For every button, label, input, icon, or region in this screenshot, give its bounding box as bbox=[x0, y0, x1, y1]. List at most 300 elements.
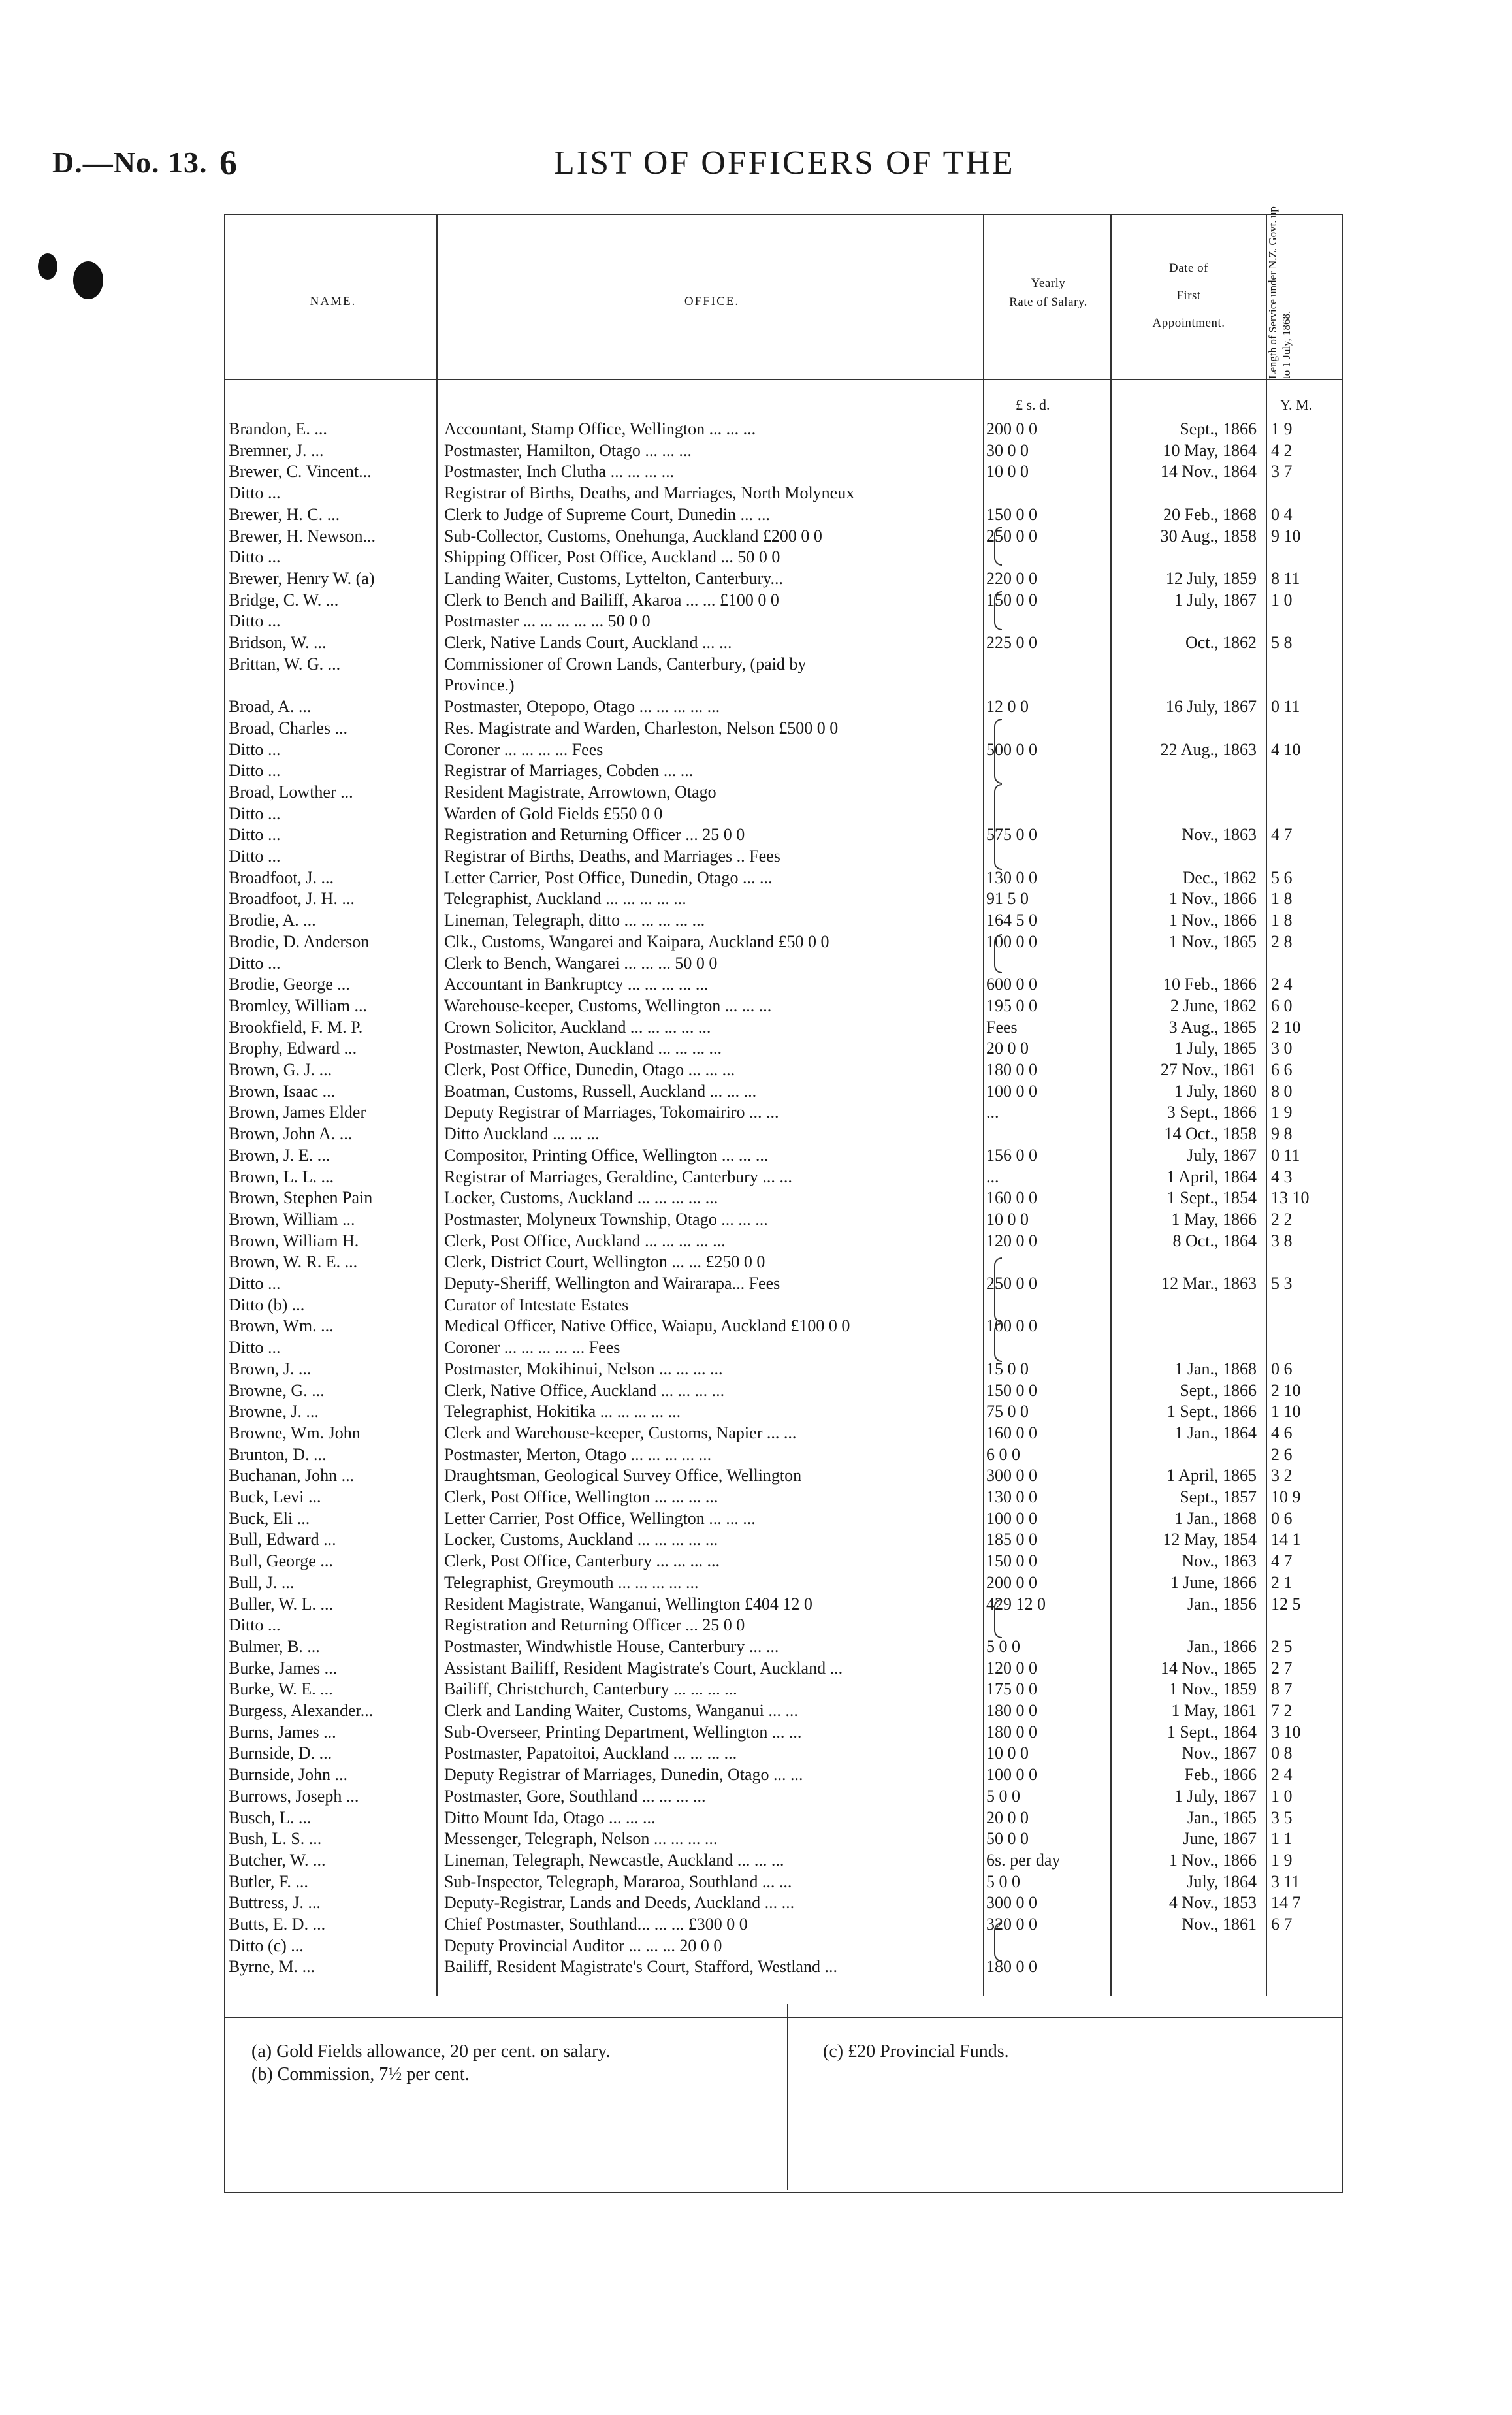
appointment-date: 12 July, 1859 bbox=[1165, 568, 1257, 588]
officer-name: Bridge, C. W. ... bbox=[229, 590, 339, 609]
salary-cell: 320 0 0 bbox=[986, 1915, 1037, 1934]
salary-cell: 100 0 0 bbox=[986, 932, 1037, 951]
length-of-service: 1 10 bbox=[1271, 1402, 1301, 1421]
appointment-date: 1 April, 1865 bbox=[1166, 1466, 1257, 1485]
column-header-salary: Yearly Rate of Salary. bbox=[1009, 276, 1087, 309]
appointment-date: Nov., 1863 bbox=[1182, 1551, 1257, 1571]
officer-name: Broad, A. ... bbox=[229, 697, 312, 717]
office-title: Clerk, Post Office, Dunedin, Otago ... ... ... bbox=[444, 1060, 735, 1079]
office-title: Locker, Customs, Auckland ... ... ... ... ... bbox=[444, 1188, 718, 1208]
appointment-date: Jan., 1866 bbox=[1187, 1636, 1257, 1656]
officer-name: Ditto ... bbox=[229, 847, 281, 866]
footnotes-box bbox=[224, 1996, 1343, 2193]
salary-cell: 50 0 0 bbox=[986, 1829, 1029, 1849]
salary-cell: 195 0 0 bbox=[986, 996, 1037, 1015]
office-title: Clerk and Landing Waiter, Customs, Wanganui ... ... bbox=[444, 1701, 798, 1720]
office-title: Resident Magistrate, Arrowtown, Otago bbox=[444, 782, 716, 802]
officer-name: Brown, John A. ... bbox=[229, 1124, 353, 1144]
appointment-date: June, 1867 bbox=[1183, 1829, 1257, 1849]
salary-cell: 6 0 0 bbox=[986, 1444, 1020, 1464]
length-of-service: 2 10 bbox=[1271, 1017, 1301, 1037]
appointment-date: 1 July, 1867 bbox=[1174, 1786, 1257, 1806]
length-of-service: 1 1 bbox=[1271, 1829, 1293, 1849]
salary-cell: 575 0 0 bbox=[986, 825, 1037, 845]
appointment-date: Sept., 1857 bbox=[1180, 1487, 1257, 1506]
officer-name: Bromley, William ... bbox=[229, 996, 367, 1015]
office-title: Postmaster, Newton, Auckland ... ... ... ... bbox=[444, 1039, 722, 1058]
office-title: Clerk, District Court, Wellington ... ... £250 0 0 bbox=[444, 1252, 765, 1272]
footnotes-divider bbox=[787, 2004, 788, 2190]
officer-name: Brittan, W. G. ... bbox=[229, 654, 341, 673]
appointment-date: 1 Jan., 1868 bbox=[1174, 1508, 1257, 1528]
office-title: Clerk, Native Lands Court, Auckland ... ... bbox=[444, 633, 732, 652]
salary-cell: 100 0 0 bbox=[986, 1081, 1037, 1101]
appointment-date: 1 Jan., 1868 bbox=[1174, 1359, 1257, 1378]
salary-cell: 130 0 0 bbox=[986, 1487, 1037, 1506]
appointment-date: 8 Oct., 1864 bbox=[1172, 1231, 1257, 1250]
length-of-service: 5 6 bbox=[1271, 867, 1293, 887]
length-of-service: 0 11 bbox=[1271, 1145, 1300, 1165]
salary-cell: 15 0 0 bbox=[986, 1359, 1029, 1378]
salary-cell: 300 0 0 bbox=[986, 1466, 1037, 1485]
length-of-service: 6 7 bbox=[1271, 1915, 1293, 1934]
appointment-date: 1 Sept., 1866 bbox=[1166, 1402, 1257, 1421]
officer-name: Bush, L. S. ... bbox=[229, 1829, 322, 1849]
length-of-service: 2 7 bbox=[1271, 1658, 1293, 1678]
salary-cell: ... bbox=[986, 1103, 999, 1122]
salary-cell: 180 0 0 bbox=[986, 1957, 1037, 1977]
officer-name: Brewer, H. Newson... bbox=[229, 526, 376, 545]
office-title: Coroner ... ... ... ... Fees bbox=[444, 739, 603, 759]
office-title: Deputy Registrar of Marriages, Tokomairiro ... ... bbox=[444, 1103, 779, 1122]
appointment-date: Oct., 1862 bbox=[1185, 633, 1257, 652]
salary-cell: 156 0 0 bbox=[986, 1145, 1037, 1165]
officer-name: Ditto ... bbox=[229, 483, 281, 503]
appointment-date: 2 June, 1862 bbox=[1170, 996, 1257, 1015]
office-title: Clerk to Bench, Wangarei ... ... ... 50 0 0 bbox=[444, 953, 718, 973]
column-divider bbox=[1110, 214, 1112, 1996]
grouping-brace bbox=[994, 1257, 1002, 1323]
officer-name: Ditto ... bbox=[229, 1338, 281, 1357]
officer-name: Buller, W. L. ... bbox=[229, 1594, 334, 1613]
office-title: Shipping Officer, Post Office, Auckland ... 50 0 0 bbox=[444, 547, 780, 567]
length-of-service: 6 6 bbox=[1271, 1060, 1293, 1079]
length-of-service: 9 10 bbox=[1271, 526, 1301, 545]
salary-cell: 100 0 0 bbox=[986, 1316, 1037, 1336]
officer-name: Burgess, Alexander... bbox=[229, 1701, 374, 1720]
appointment-date: 1 Sept., 1864 bbox=[1166, 1722, 1257, 1742]
office-title: Clerk and Warehouse-keeper, Customs, Napier ... ... bbox=[444, 1423, 797, 1442]
column-header-date: Date of First Appointment. bbox=[1152, 261, 1225, 330]
office-title: Clk., Customs, Wangarei and Kaipara, Auckland £50 0 0 bbox=[444, 932, 829, 951]
officer-name: Burns, James ... bbox=[229, 1722, 336, 1742]
office-title: Registrar of Marriages, Geraldine, Canterbury ... ... bbox=[444, 1167, 792, 1186]
appointment-date: 22 Aug., 1863 bbox=[1160, 739, 1257, 759]
length-of-service: 7 2 bbox=[1271, 1701, 1293, 1720]
officer-name: Broadfoot, J. H. ... bbox=[229, 889, 355, 909]
officer-name: Brown, William ... bbox=[229, 1209, 355, 1229]
length-of-service: 0 6 bbox=[1271, 1359, 1293, 1378]
appointment-date: 12 May, 1854 bbox=[1163, 1530, 1257, 1549]
appointment-date: Nov., 1863 bbox=[1182, 825, 1257, 845]
length-of-service: 3 11 bbox=[1271, 1872, 1300, 1891]
length-of-service: 4 10 bbox=[1271, 739, 1301, 759]
officer-name: Ditto ... bbox=[229, 1615, 281, 1635]
salary-cell: ... bbox=[986, 1167, 999, 1186]
salary-cell: 5 0 0 bbox=[986, 1636, 1020, 1656]
length-of-service: 14 7 bbox=[1271, 1893, 1301, 1913]
appointment-date: 16 July, 1867 bbox=[1165, 697, 1257, 717]
officer-name: Byrne, M. ... bbox=[229, 1957, 315, 1977]
office-title: Postmaster, Otepopo, Otago ... ... ... ... ... bbox=[444, 697, 720, 717]
salary-cell: 120 0 0 bbox=[986, 1658, 1037, 1678]
appointment-date: 1 Jan., 1864 bbox=[1174, 1423, 1257, 1442]
office-title: Deputy Provincial Auditor ... ... ... 20 0 0 bbox=[444, 1936, 722, 1955]
officer-name: Brown, J. ... bbox=[229, 1359, 312, 1378]
column-header-name: NAME. bbox=[310, 295, 357, 308]
officer-name: Brown, L. L. ... bbox=[229, 1167, 334, 1186]
appointment-date: Feb., 1866 bbox=[1184, 1765, 1257, 1785]
appointment-date: Jan., 1856 bbox=[1187, 1594, 1257, 1613]
officer-name: Ditto ... bbox=[229, 739, 281, 759]
grouping-brace bbox=[994, 1323, 1002, 1362]
officer-name: Brown, Wm. ... bbox=[229, 1316, 334, 1336]
appointment-date: Jan., 1865 bbox=[1187, 1807, 1257, 1827]
officer-name: Butts, E. D. ... bbox=[229, 1915, 326, 1934]
column-divider bbox=[983, 214, 984, 1996]
office-title: Clerk, Native Office, Auckland ... ... ... ... bbox=[444, 1380, 725, 1400]
officer-name: Butler, F. ... bbox=[229, 1872, 308, 1891]
salary-cell: 100 0 0 bbox=[986, 1765, 1037, 1785]
office-title: Registration and Returning Officer ... 25 0 0 bbox=[444, 825, 745, 845]
office-title: Sub-Inspector, Telegraph, Mararoa, Southland ... ... bbox=[444, 1872, 792, 1891]
page-number: 6 bbox=[219, 143, 237, 182]
appointment-date: 30 Aug., 1858 bbox=[1160, 526, 1257, 545]
grouping-brace bbox=[994, 719, 1002, 784]
office-title: Accountant, Stamp Office, Wellington ... ... ... bbox=[444, 419, 756, 438]
salary-cell: 225 0 0 bbox=[986, 633, 1037, 652]
officer-name: Brookfield, F. M. P. bbox=[229, 1017, 363, 1037]
officer-name: Brewer, C. Vincent... bbox=[229, 462, 372, 481]
length-of-service: 3 10 bbox=[1271, 1722, 1301, 1742]
officer-name: Browne, G. ... bbox=[229, 1380, 325, 1400]
office-title: Resident Magistrate, Wanganui, Wellington £404 12 0 bbox=[444, 1594, 812, 1613]
appointment-date: 3 Aug., 1865 bbox=[1168, 1017, 1257, 1037]
footnote-c: (c) £20 Provincial Funds. bbox=[823, 2041, 1009, 2062]
officer-name: Ditto (c) ... bbox=[229, 1936, 304, 1955]
officer-name: Burnside, John ... bbox=[229, 1765, 347, 1785]
office-title: Clerk, Post Office, Wellington ... ... ... ... bbox=[444, 1487, 718, 1506]
column-header-office: OFFICE. bbox=[684, 295, 740, 308]
length-of-service: 1 9 bbox=[1271, 1850, 1293, 1870]
appointment-date: 1 June, 1866 bbox=[1170, 1572, 1257, 1592]
salary-cell: 185 0 0 bbox=[986, 1530, 1037, 1549]
office-title: Clerk, Post Office, Auckland ... ... ... ... ... bbox=[444, 1231, 726, 1250]
officer-name: Browne, Wm. John bbox=[229, 1423, 361, 1442]
salary-cell: 600 0 0 bbox=[986, 975, 1037, 994]
appointment-date: 1 Nov., 1866 bbox=[1168, 911, 1257, 930]
length-of-service: 1 0 bbox=[1271, 590, 1293, 609]
officer-name: Bulmer, B. ... bbox=[229, 1636, 320, 1656]
appointment-date: Sept., 1866 bbox=[1180, 419, 1257, 438]
length-of-service: 3 0 bbox=[1271, 1039, 1293, 1058]
salary-cell: 5 0 0 bbox=[986, 1872, 1020, 1891]
office-title: Telegraphist, Greymouth ... ... ... ... ... bbox=[444, 1572, 699, 1592]
officer-name: Bull, George ... bbox=[229, 1551, 333, 1571]
appointment-date: 27 Nov., 1861 bbox=[1160, 1060, 1257, 1079]
office-title: Telegraphist, Auckland ... ... ... ... ... bbox=[444, 889, 686, 909]
office-title: Sub-Collector, Customs, Onehunga, Auckland £200 0 0 bbox=[444, 526, 822, 545]
salary-cell: 250 0 0 bbox=[986, 1274, 1037, 1293]
officer-name: Burrows, Joseph ... bbox=[229, 1786, 359, 1806]
length-of-service: 5 3 bbox=[1271, 1274, 1293, 1293]
length-of-service: 2 8 bbox=[1271, 932, 1293, 951]
office-title: Postmaster, Merton, Otago ... ... ... ... ... bbox=[444, 1444, 712, 1464]
footnote-b: (b) Commission, 7½ per cent. bbox=[251, 2064, 470, 2084]
office-title: Sub-Overseer, Printing Department, Wellington ... ... bbox=[444, 1722, 802, 1742]
length-of-service: 0 4 bbox=[1271, 504, 1293, 524]
appointment-date: 12 Mar., 1863 bbox=[1161, 1274, 1257, 1293]
office-title: Messenger, Telegraph, Nelson ... ... ... ... bbox=[444, 1829, 718, 1849]
salary-cell: 5 0 0 bbox=[986, 1786, 1020, 1806]
salary-cell: 91 5 0 bbox=[986, 889, 1029, 909]
office-title: Warden of Gold Fields £550 0 0 bbox=[444, 803, 663, 823]
office-title: Chief Postmaster, Southland... ... ... £300 0 0 bbox=[444, 1915, 748, 1934]
footnotes-rule bbox=[224, 2017, 1342, 2018]
column-divider bbox=[436, 214, 438, 1996]
salary-cell: 500 0 0 bbox=[986, 739, 1037, 759]
officer-name: Buttress, J. ... bbox=[229, 1893, 321, 1913]
salary-cell: 180 0 0 bbox=[986, 1060, 1037, 1079]
officer-name: Burke, W. E. ... bbox=[229, 1679, 333, 1699]
length-of-service: 4 6 bbox=[1271, 1423, 1293, 1442]
officer-name: Brewer, H. C. ... bbox=[229, 504, 340, 524]
office-title: Clerk, Post Office, Canterbury ... ... ... ... bbox=[444, 1551, 720, 1571]
office-title: Deputy-Registrar, Lands and Deeds, Auckland ... ... bbox=[444, 1893, 795, 1913]
length-of-service: 14 1 bbox=[1271, 1530, 1301, 1549]
office-title: Postmaster, Gore, Southland ... ... ... ... bbox=[444, 1786, 706, 1806]
officer-name: Browne, J. ... bbox=[229, 1402, 319, 1421]
salary-cell: 160 0 0 bbox=[986, 1188, 1037, 1208]
appointment-date: 1 Sept., 1854 bbox=[1166, 1188, 1257, 1208]
column-header-service: Length of Service under N.Z. Govt. up to 1 July, 1868. bbox=[1266, 206, 1293, 379]
length-of-service: 2 6 bbox=[1271, 1444, 1293, 1464]
appointment-date: 1 July, 1860 bbox=[1174, 1081, 1257, 1101]
office-title: Compositor, Printing Office, Wellington ... ... ... bbox=[444, 1145, 769, 1165]
office-title: Registrar of Births, Deaths, and Marriages, North Molyneux bbox=[444, 483, 855, 503]
officer-name: Bremner, J. ... bbox=[229, 440, 324, 460]
length-of-service: 0 6 bbox=[1271, 1508, 1293, 1528]
salary-cell: 150 0 0 bbox=[986, 1380, 1037, 1400]
office-title: Registrar of Marriages, Cobden ... ... bbox=[444, 761, 694, 781]
length-of-service: 6 0 bbox=[1271, 996, 1293, 1015]
ink-blot bbox=[38, 253, 57, 280]
grouping-brace bbox=[994, 784, 1002, 870]
length-of-service: 8 0 bbox=[1271, 1081, 1293, 1101]
officer-name: Ditto (b) ... bbox=[229, 1295, 305, 1314]
appointment-date: Dec., 1862 bbox=[1182, 867, 1257, 887]
salary-cell: 220 0 0 bbox=[986, 568, 1037, 588]
officer-name: Brodie, George ... bbox=[229, 975, 350, 994]
appointment-date: July, 1867 bbox=[1187, 1145, 1257, 1165]
officer-name: Buck, Levi ... bbox=[229, 1487, 321, 1506]
appointment-date: 14 Nov., 1864 bbox=[1160, 462, 1257, 481]
office-title: Deputy Registrar of Marriages, Dunedin, Otago ... ... bbox=[444, 1765, 803, 1785]
officer-name: Ditto ... bbox=[229, 761, 281, 781]
office-title: Assistant Bailiff, Resident Magistrate's Court, Auckland ... bbox=[444, 1658, 843, 1678]
office-title: Letter Carrier, Post Office, Wellington ... ... ... bbox=[444, 1508, 756, 1528]
length-of-service: 2 10 bbox=[1271, 1380, 1301, 1400]
appointment-date: 1 May, 1861 bbox=[1171, 1701, 1257, 1720]
officer-name: Burnside, D. ... bbox=[229, 1743, 332, 1763]
officer-name: Brown, James Elder bbox=[229, 1103, 366, 1122]
length-of-service: 2 5 bbox=[1271, 1636, 1293, 1656]
length-of-service: 0 8 bbox=[1271, 1743, 1293, 1763]
office-title: Landing Waiter, Customs, Lyttelton, Canterbury... bbox=[444, 568, 783, 588]
office-title: Accountant in Bankruptcy ... ... ... ... ... bbox=[444, 975, 709, 994]
length-of-service: 1 0 bbox=[1271, 1786, 1293, 1806]
length-of-service: 8 11 bbox=[1271, 568, 1300, 588]
office-title: Warehouse-keeper, Customs, Wellington ... ... ... bbox=[444, 996, 772, 1015]
table-top-rule bbox=[224, 214, 1342, 215]
office-title: Telegraphist, Hokitika ... ... ... ... ... bbox=[444, 1402, 681, 1421]
appointment-date: Sept., 1866 bbox=[1180, 1380, 1257, 1400]
officer-name: Brophy, Edward ... bbox=[229, 1039, 357, 1058]
salary-cell: 12 0 0 bbox=[986, 697, 1029, 717]
office-title: Coroner ... ... ... ... ... Fees bbox=[444, 1338, 620, 1357]
appointment-date: 14 Nov., 1865 bbox=[1160, 1658, 1257, 1678]
appointment-date: Nov., 1867 bbox=[1182, 1743, 1257, 1763]
salary-cell: 100 0 0 bbox=[986, 1508, 1037, 1528]
service-units: Y. M. bbox=[1280, 397, 1313, 413]
length-of-service: 4 7 bbox=[1271, 1551, 1293, 1571]
length-of-service: 3 7 bbox=[1271, 462, 1293, 481]
length-of-service: 4 2 bbox=[1271, 440, 1293, 460]
length-of-service: 13 10 bbox=[1271, 1188, 1310, 1208]
salary-cell: 150 0 0 bbox=[986, 590, 1037, 609]
officer-name: Brown, G. J. ... bbox=[229, 1060, 332, 1079]
officer-name: Brodie, D. Anderson bbox=[229, 932, 370, 951]
officer-name: Bull, J. ... bbox=[229, 1572, 295, 1592]
salary-cell: 150 0 0 bbox=[986, 1551, 1037, 1571]
salary-cell: 164 5 0 bbox=[986, 911, 1037, 930]
appointment-date: 1 Nov., 1866 bbox=[1168, 1850, 1257, 1870]
officer-name: Busch, L. ... bbox=[229, 1807, 312, 1827]
header-rule bbox=[224, 379, 1342, 380]
officer-name: Buck, Eli ... bbox=[229, 1508, 310, 1528]
office-title: Lineman, Telegraph, ditto ... ... ... ... ... bbox=[444, 911, 705, 930]
office-title: Crown Solicitor, Auckland ... ... ... ... ... bbox=[444, 1017, 711, 1037]
salary-cell: 200 0 0 bbox=[986, 419, 1037, 438]
officer-name: Brown, William H. bbox=[229, 1231, 359, 1250]
officer-name: Butcher, W. ... bbox=[229, 1850, 326, 1870]
salary-cell: Fees bbox=[986, 1017, 1018, 1037]
grouping-brace bbox=[994, 591, 1002, 630]
salary-cell: 10 0 0 bbox=[986, 462, 1029, 481]
officer-name: Ditto ... bbox=[229, 953, 281, 973]
salary-cell: 130 0 0 bbox=[986, 867, 1037, 887]
officer-name: Ditto ... bbox=[229, 825, 281, 845]
salary-cell: 180 0 0 bbox=[986, 1722, 1037, 1742]
office-title: Postmaster, Mokihinui, Nelson ... ... ... ... bbox=[444, 1359, 723, 1378]
appointment-date: 1 Nov., 1859 bbox=[1168, 1679, 1257, 1699]
officer-name: Brown, J. E. ... bbox=[229, 1145, 330, 1165]
office-title: Ditto Mount Ida, Otago ... ... ... bbox=[444, 1807, 656, 1827]
officer-name: Brunton, D. ... bbox=[229, 1444, 327, 1464]
office-title: Medical Officer, Native Office, Waiapu, Auckland £100 0 0 bbox=[444, 1316, 850, 1336]
length-of-service: 8 7 bbox=[1271, 1679, 1293, 1699]
officer-name: Brown, Stephen Pain bbox=[229, 1188, 373, 1208]
office-title: Registration and Returning Officer ... 25 0 0 bbox=[444, 1615, 745, 1635]
column-divider bbox=[1266, 214, 1267, 1996]
salary-cell: 250 0 0 bbox=[986, 526, 1037, 545]
office-title: Registrar of Births, Deaths, and Marriages .. Fees bbox=[444, 847, 780, 866]
salary-cell: 180 0 0 bbox=[986, 1701, 1037, 1720]
officer-name: Brodie, A. ... bbox=[229, 911, 316, 930]
officer-name: Ditto ... bbox=[229, 1274, 281, 1293]
appointment-date: 10 Feb., 1866 bbox=[1163, 975, 1257, 994]
grouping-brace bbox=[994, 527, 1002, 566]
salary-units: £ s. d. bbox=[1016, 397, 1050, 413]
officer-name: Burke, James ... bbox=[229, 1658, 338, 1678]
office-title: Bailiff, Christchurch, Canterbury ... ... ... ... bbox=[444, 1679, 737, 1699]
grouping-brace bbox=[994, 1922, 1002, 1962]
appointment-date: July, 1864 bbox=[1187, 1872, 1257, 1891]
office-title: Postmaster, Papatoitoi, Auckland ... ... ... ... bbox=[444, 1743, 737, 1763]
officer-name: Brandon, E. ... bbox=[229, 419, 327, 438]
officer-name: Bull, Edward ... bbox=[229, 1530, 336, 1549]
length-of-service: 1 8 bbox=[1271, 911, 1293, 930]
length-of-service: 2 4 bbox=[1271, 1765, 1293, 1785]
page-title: LIST OF OFFICERS OF THE bbox=[554, 144, 1015, 182]
office-title: Postmaster, Inch Clutha ... ... ... ... bbox=[444, 462, 675, 481]
office-title: Postmaster, Molyneux Township, Otago ... ... ... bbox=[444, 1209, 768, 1229]
length-of-service: 3 5 bbox=[1271, 1807, 1293, 1827]
appointment-date: Nov., 1861 bbox=[1182, 1915, 1257, 1934]
appointment-date: 3 Sept., 1866 bbox=[1166, 1103, 1257, 1122]
office-title: Commissioner of Crown Lands, Canterbury, (paid by bbox=[444, 654, 807, 673]
office-title: Province.) bbox=[444, 675, 515, 695]
length-of-service: 9 8 bbox=[1271, 1124, 1293, 1144]
appointment-date: 14 Oct., 1858 bbox=[1164, 1124, 1257, 1144]
salary-cell: 30 0 0 bbox=[986, 440, 1029, 460]
office-title: Draughtsman, Geological Survey Office, Wellington bbox=[444, 1466, 802, 1485]
salary-cell: 429 12 0 bbox=[986, 1594, 1046, 1613]
office-title: Clerk to Judge of Supreme Court, Dunedin ... ... bbox=[444, 504, 770, 524]
officer-name: Bridson, W. ... bbox=[229, 633, 327, 652]
salary-cell: 160 0 0 bbox=[986, 1423, 1037, 1442]
office-title: Clerk to Bench and Bailiff, Akaroa ... ... £100 0 0 bbox=[444, 590, 779, 609]
length-of-service: 3 2 bbox=[1271, 1466, 1293, 1485]
officer-name: Ditto ... bbox=[229, 547, 281, 567]
office-title: Deputy-Sheriff, Wellington and Wairarapa... Fees bbox=[444, 1274, 780, 1293]
officer-name: Ditto ... bbox=[229, 803, 281, 823]
length-of-service: 4 7 bbox=[1271, 825, 1293, 845]
officer-name: Buchanan, John ... bbox=[229, 1466, 355, 1485]
office-title: Postmaster, Hamilton, Otago ... ... ... bbox=[444, 440, 692, 460]
officer-name: Brown, W. R. E. ... bbox=[229, 1252, 358, 1272]
length-of-service: 3 8 bbox=[1271, 1231, 1293, 1250]
length-of-service: 2 1 bbox=[1271, 1572, 1293, 1592]
appointment-date: 10 May, 1864 bbox=[1163, 440, 1257, 460]
salary-cell: 120 0 0 bbox=[986, 1231, 1037, 1250]
salary-cell: 150 0 0 bbox=[986, 504, 1037, 524]
office-title: Ditto Auckland ... ... ... bbox=[444, 1124, 600, 1144]
salary-cell: 75 0 0 bbox=[986, 1402, 1029, 1421]
office-title: Letter Carrier, Post Office, Dunedin, Otago ... ... bbox=[444, 867, 773, 887]
document-reference: D.—No. 13. bbox=[52, 146, 208, 179]
salary-cell: 300 0 0 bbox=[986, 1893, 1037, 1913]
